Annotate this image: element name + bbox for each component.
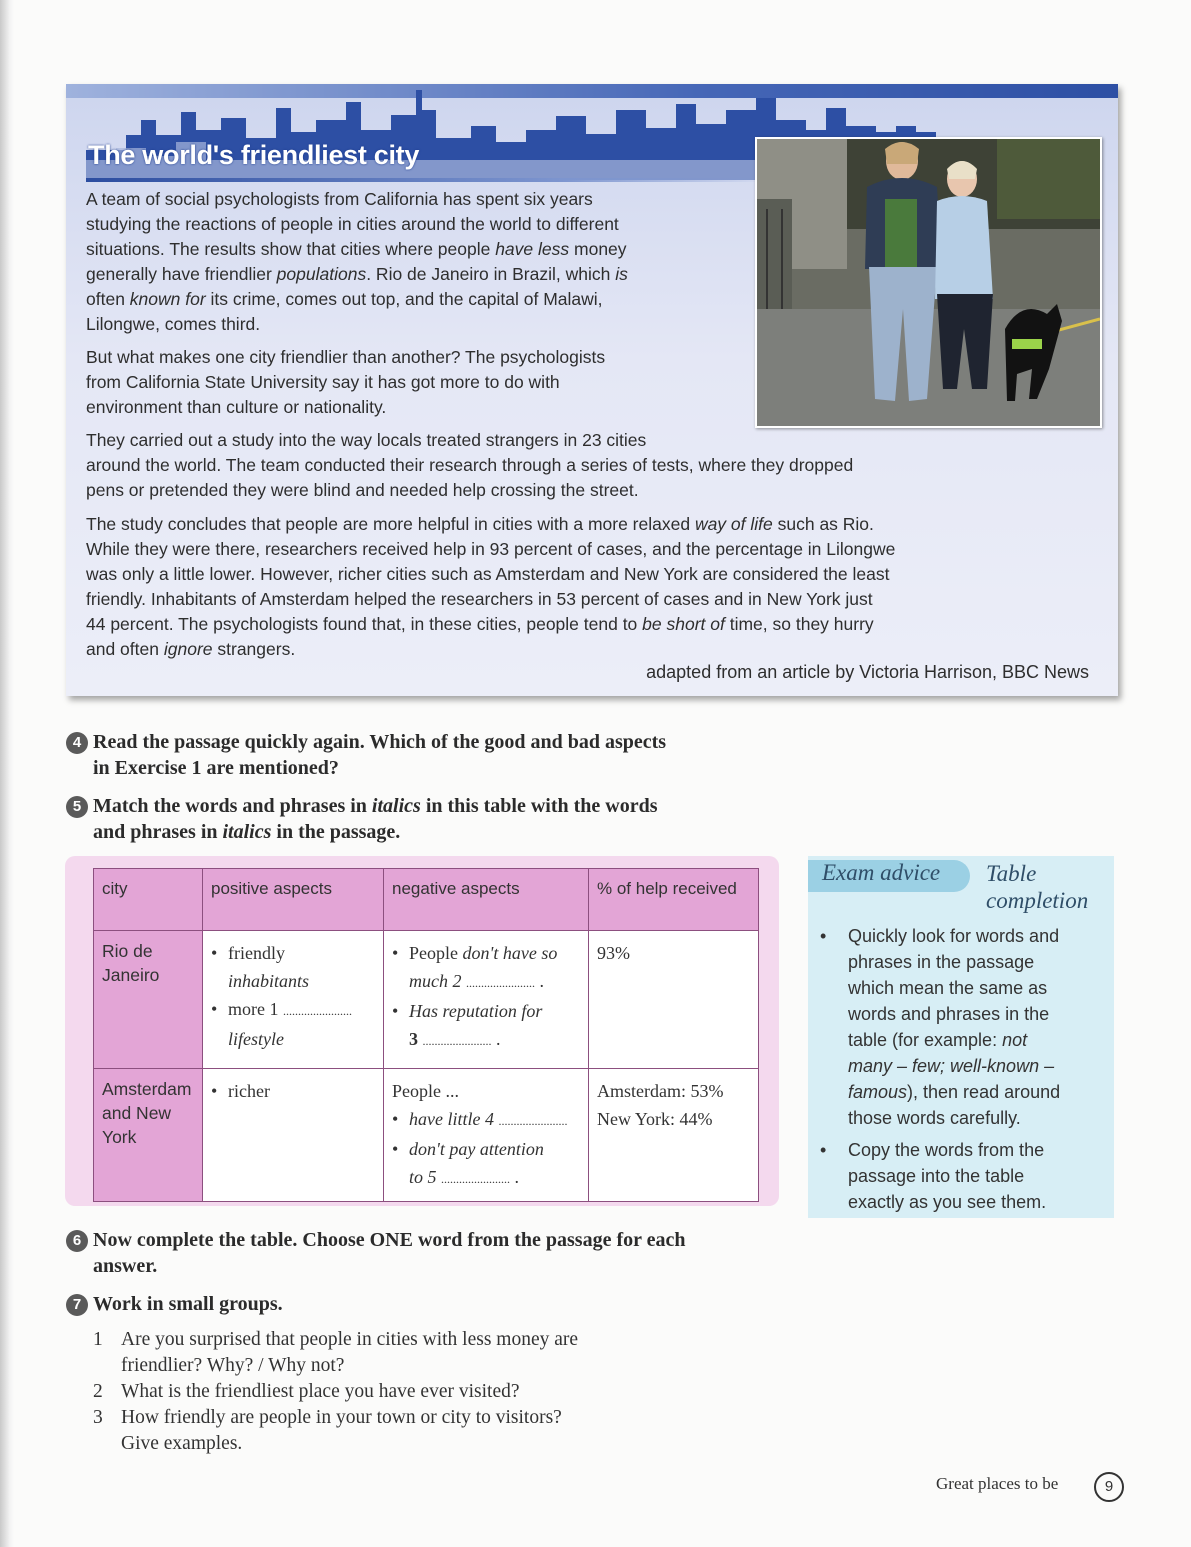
table-row: • more 1 ....................... lifestyle [211,995,375,1053]
article-paragraph-2: But what makes one city friendlier than another? The psychologists from California State University say it has got more to do with environment than culture or nationality. [86,347,606,417]
article-photo [755,137,1102,428]
exam-advice-subtitle: Table completion [986,861,1089,913]
title-underline [86,178,766,182]
city-cell: Amsterdam and New York [94,1069,203,1202]
article-paragraph-4: The study concludes that people are more helpful in cities with a more relaxed way of life such as Rio. While they were there, researchers received help in 93 percent of cases, and the percentage in Lilongwe was only a little lower. However, richer cities such as Amsterdam and New York are considered the least friendly. Inhabitants of Amsterdam helped the researchers in 53 percent of cases and in New York just 44 percent. The psychologists found that, in these cities, people tend to be short of time, so they hurry and often ignore strangers. [86,514,896,659]
table-row: • have little 4 ....................... [392,1105,580,1135]
question-1: 1 Are you surprised that people in cities with less money are friendlier? Why? / Why not? [93,1329,579,1376]
table-row: • richer [211,1077,375,1105]
table-row: • don't pay attention to 5 ....................... . [392,1135,580,1193]
question-2: 2 What is the friendliest place you have ever visited? [93,1381,520,1402]
exercise-number: 7 [66,1294,88,1316]
article-title: The world's friendliest city [88,140,420,170]
article-credit: adapted from an article by Victoria Harrison, BBC News [646,662,1089,682]
table-row: • People don't have so much 2 ....................... . [392,939,580,997]
help-cell: 93% [589,931,759,1069]
header-negative: negative aspects [384,869,589,931]
exercise-6: 6 Now complete the table. Choose ONE word from the passage for each answer. [66,1227,686,1279]
question-3: 3 How friendly are people in your town or city to visitors? Give examples. [93,1407,562,1454]
advice-item-1: • Quickly look for words and phrases in the passage which mean the same as words and phrases in the table (for example: not many – few; well-known – famous), then read around those words carefully. [818,923,1098,1131]
exercise-7: 7 Work in small groups. [66,1291,283,1317]
header-help: % of help received [589,869,759,931]
exercise-number: 6 [66,1230,88,1252]
section-footer: Great places to be [936,1474,1059,1493]
header-positive: positive aspects [203,869,384,931]
article-paragraph-1: A team of social psychologists from California has spent six years studying the reactions of people in cities around the world to different situations. The results show that cities where people have less money generally have friendlier populations. Rio de Janeiro in Brazil, which is often known for its crime, comes out top, and the capital of Malawi, Lilongwe, comes third. [86,189,628,334]
city-cell: Rio de Janeiro [94,931,203,1069]
positive-cell [203,1069,384,1202]
exercise-4: 4 Read the passage quickly again. Which of the good and bad aspects in Exercise 1 are mentioned? [66,729,666,781]
page-number: 9 [1094,1472,1124,1502]
article-paragraph-3: They carried out a study into the way locals treated strangers in 23 cities around the world. The team conducted their research through a series of tests, where they dropped pens or pretended they were blind and needed help crossing the street. [86,430,854,500]
help-cell: Amsterdam: 53% New York: 44% [589,1069,759,1202]
advice-item-2: • Copy the words from the passage into the table exactly as you see them. [818,1137,1098,1215]
negative-cell [384,931,589,1069]
table-row: • friendly inhabitants [211,939,375,995]
exercise-number: 5 [66,796,88,818]
page-gutter-shadow [0,0,14,1547]
exercise-5: 5 Match the words and phrases in italics in this table with the words and phrases in italics in the passage. [66,793,658,845]
negative-cell: People ... • have little 4 ....................... • don't pay attention to 5 ....................... . [384,1069,589,1202]
help-table [93,868,759,1202]
table-row: • Has reputation for 3 ....................... . [392,997,580,1055]
positive-cell [203,931,384,1069]
exam-advice-title: Exam advice [822,860,941,885]
exercise-number: 4 [66,732,88,754]
header-city: city [94,869,203,931]
